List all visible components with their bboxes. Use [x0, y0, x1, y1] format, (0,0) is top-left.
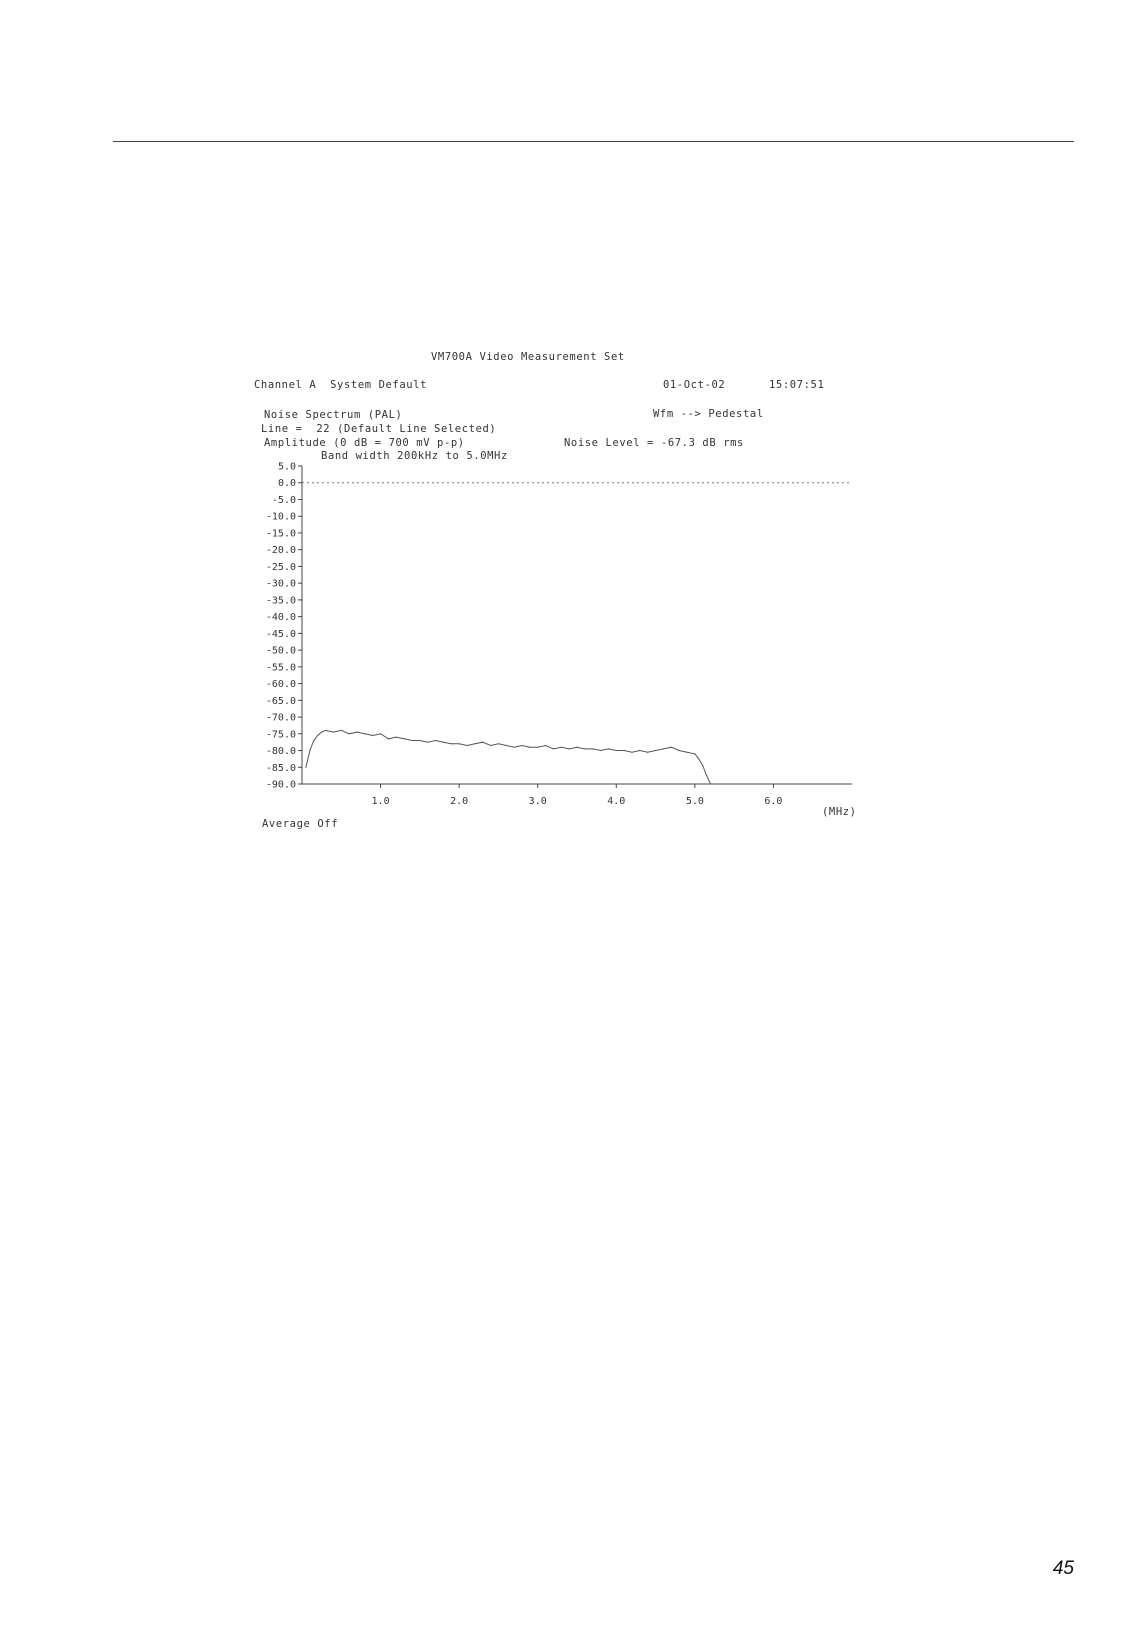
- spectrum-point: [317, 735, 318, 736]
- spectrum-point: [663, 748, 664, 749]
- spectrum-point: [506, 745, 507, 746]
- spectrum-point: [325, 730, 326, 731]
- spectrum-point: [443, 742, 444, 743]
- y-tick-label: -70.0: [265, 712, 296, 724]
- spectrum-point: [537, 747, 538, 748]
- spectrum-point: [584, 748, 585, 749]
- y-tick-label: -40.0: [265, 612, 296, 624]
- spectrum-point: [608, 748, 609, 749]
- spectrum-point: [341, 730, 342, 731]
- y-tick-label: 5.0: [277, 461, 296, 473]
- spectrum-point: [313, 740, 314, 741]
- spectrum-point: [372, 735, 373, 736]
- spectrum-point: [569, 748, 570, 749]
- bandwidth-label: Band width 200kHz to 5.0MHz: [321, 450, 508, 462]
- y-tick-label: -90.0: [265, 779, 296, 791]
- spectrum-point: [592, 748, 593, 749]
- y-tick-label: -50.0: [265, 645, 296, 657]
- spectrum-point: [388, 738, 389, 739]
- spectrum-point: [427, 742, 428, 743]
- spectrum-point: [404, 738, 405, 739]
- y-tick-label: -15.0: [265, 528, 296, 540]
- spectrum-point: [419, 740, 420, 741]
- instrument-title: VM700A Video Measurement Set: [431, 351, 625, 363]
- spectrum-point: [333, 732, 334, 733]
- spectrum-point: [466, 745, 467, 746]
- spectrum-point: [553, 748, 554, 749]
- spectrum-point: [474, 743, 475, 744]
- y-tick-label: -65.0: [265, 695, 296, 707]
- y-tick-label: 0.0: [277, 478, 296, 490]
- spectrum-trace: [306, 730, 711, 784]
- spectrum-point: [356, 732, 357, 733]
- y-tick-label: -35.0: [265, 595, 296, 607]
- spectrum-point: [576, 747, 577, 748]
- spectrum-point: [321, 732, 322, 733]
- spectrum-point: [459, 743, 460, 744]
- spectrum-point: [679, 750, 680, 751]
- spectrum-point: [364, 733, 365, 734]
- spectrum-point: [451, 743, 452, 744]
- y-tick-label: -80.0: [265, 746, 296, 758]
- averaging-label: Average Off: [262, 818, 339, 830]
- spectrum-point: [600, 750, 601, 751]
- spectrum-point: [639, 750, 640, 751]
- spectrum-point: [671, 747, 672, 748]
- spectrum-point: [624, 750, 625, 751]
- measurement-label: Noise Spectrum (PAL): [264, 409, 403, 421]
- x-tick-label: 4.0: [607, 796, 626, 807]
- y-tick-label: -20.0: [265, 545, 296, 557]
- spectrum-point: [702, 765, 703, 766]
- spectrum-point: [514, 747, 515, 748]
- spectrum-point: [411, 740, 412, 741]
- spectrum-point: [498, 743, 499, 744]
- x-tick-label: 2.0: [450, 796, 469, 807]
- x-tick-label: 1.0: [371, 796, 390, 807]
- spectrum-point: [396, 737, 397, 738]
- spectrum-point: [521, 745, 522, 746]
- y-tick-label: -85.0: [265, 762, 296, 774]
- spectrum-point: [309, 750, 310, 751]
- page-number: 45: [1052, 1558, 1074, 1579]
- y-tick-label: -55.0: [265, 662, 296, 674]
- y-tick-label: -30.0: [265, 578, 296, 590]
- channel-label: Channel A System Default: [254, 379, 428, 391]
- spectrum-point: [655, 750, 656, 751]
- time-label: 15:07:51: [769, 379, 825, 391]
- spectrum-point: [561, 747, 562, 748]
- spectrum-point: [706, 775, 707, 776]
- date-label: 01-Oct-02: [663, 379, 726, 391]
- x-tick-label: 6.0: [764, 796, 783, 807]
- spectrum-point: [482, 742, 483, 743]
- reference-label: Wfm --> Pedestal: [653, 408, 764, 420]
- x-unit-label: (MHz): [822, 806, 857, 818]
- y-tick-label: -25.0: [265, 561, 296, 573]
- spectrum-point: [647, 752, 648, 753]
- spectrum-point: [490, 745, 491, 746]
- spectrum-point: [435, 740, 436, 741]
- spectrum-point: [631, 752, 632, 753]
- x-tick-label: 3.0: [528, 796, 547, 807]
- spectrum-point: [694, 753, 695, 754]
- spectrum-point: [305, 767, 306, 768]
- spectrum-point: [686, 752, 687, 753]
- spectrum-point: [349, 733, 350, 734]
- spectrum-point: [710, 783, 711, 784]
- y-tick-label: -5.0: [271, 494, 296, 506]
- y-tick-label: -60.0: [265, 679, 296, 691]
- spectrum-point: [529, 747, 530, 748]
- spectrum-point: [616, 750, 617, 751]
- noise-level-label: Noise Level = -67.3 dB rms: [564, 437, 744, 449]
- y-tick-label: -75.0: [265, 729, 296, 741]
- line-label: Line = 22 (Default Line Selected): [261, 423, 497, 435]
- x-tick-label: 5.0: [685, 796, 704, 807]
- spectrum-point: [380, 733, 381, 734]
- spectrum-point: [698, 758, 699, 759]
- y-tick-label: -45.0: [265, 628, 296, 640]
- amplitude-label: Amplitude (0 dB = 700 mV p-p): [264, 437, 465, 449]
- spectrum-point: [545, 745, 546, 746]
- y-tick-label: -10.0: [265, 511, 296, 523]
